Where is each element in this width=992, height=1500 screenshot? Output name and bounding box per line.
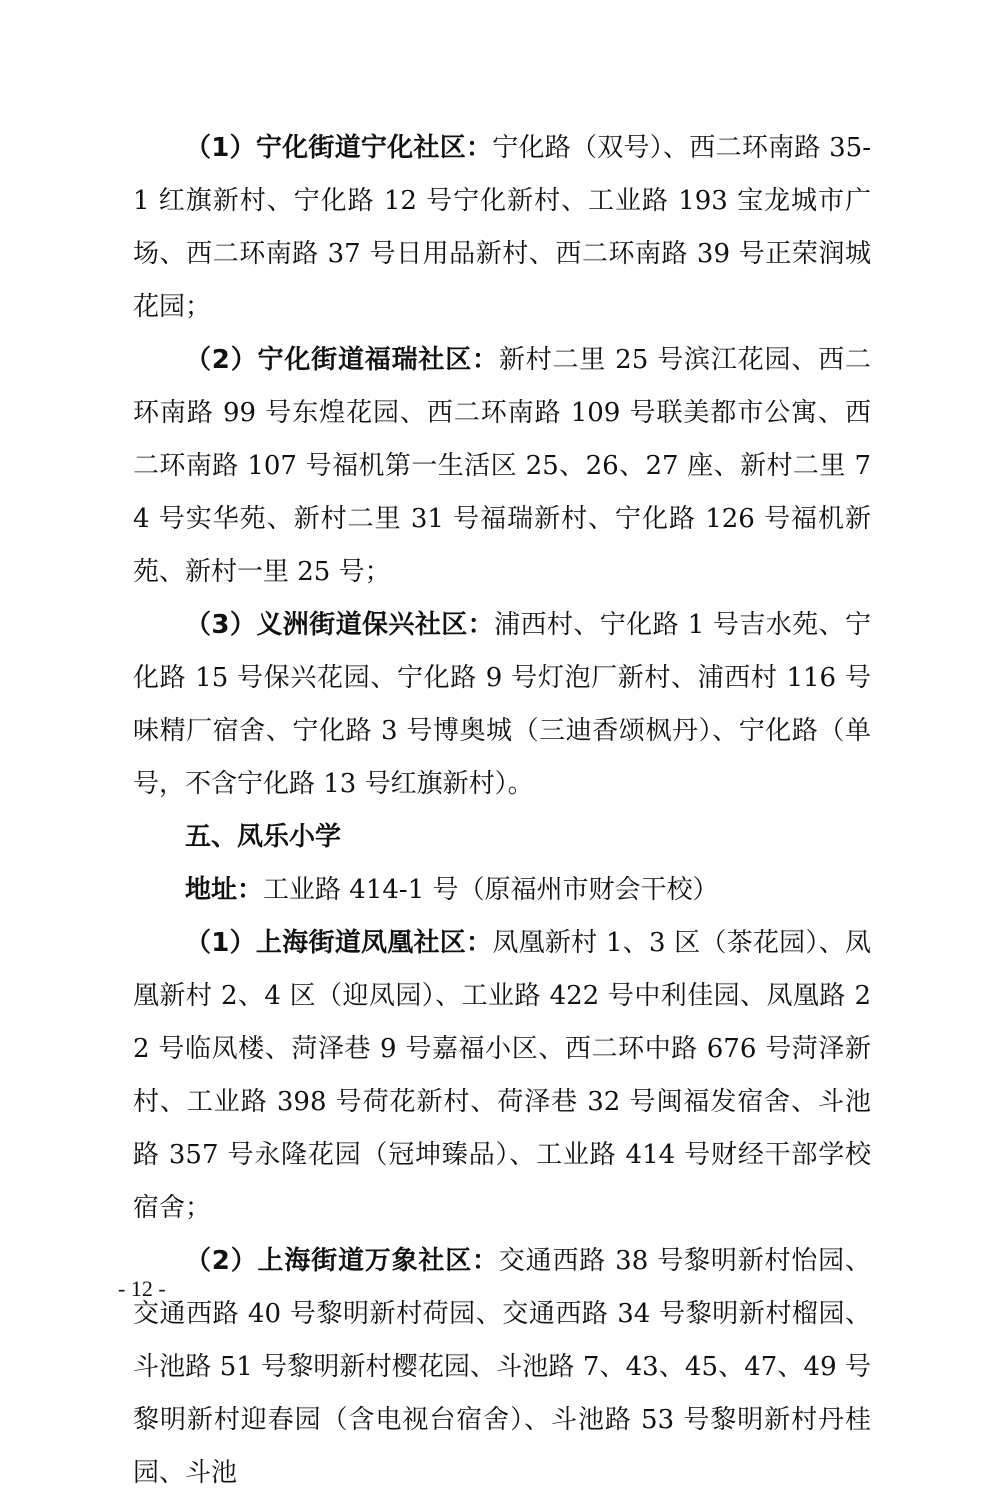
section-heading: 五、凤乐小学: [185, 822, 342, 852]
document-body: [133, 122, 871, 1500]
paragraph-furui-community: [133, 334, 871, 599]
paragraph-wanxiang-community: [133, 1235, 871, 1500]
paragraph-heading: （1）宁化街道宁化社区：: [185, 133, 493, 163]
paragraph-heading: （3）义洲街道保兴社区：: [185, 610, 495, 640]
page-number: - 12 -: [118, 1276, 166, 1301]
paragraph-text: 交通西路 38 号黎明新村怡园、交通西路 40 号黎明新村荷园、交通西路 34 号黎明新村榴园、斗池路 51 号黎明新村樱花园、斗池路 7、43、45、47、49 号黎明新村迎春园（含电视台宿舍）、斗池路 53 号黎明新村丹桂园、斗池: [133, 1246, 871, 1488]
paragraph-text: 宁化路（双号）、西二环南路 35-1 红旗新村、宁化路 12 号宁化新村、工业路 193 宝龙城市广场、西二环南路 37 号日用品新村、西二环南路 39 号正荣润城花园；: [133, 133, 871, 322]
paragraph-ninghua-community: [133, 122, 871, 334]
paragraph-baoxing-community: [133, 599, 871, 811]
paragraph-heading: （1）上海街道凤凰社区：: [185, 928, 493, 958]
section-heading-fengle-school: [133, 811, 871, 864]
paragraph-school-address: [133, 864, 871, 917]
address-label: 地址：: [185, 875, 264, 905]
paragraph-heading: （2）宁化街道福瑞社区：: [185, 345, 499, 375]
paragraph-text: 浦西村、宁化路 1 号吉水苑、宁化路 15 号保兴花园、宁化路 9 号灯泡厂新村、浦西村 116 号味精厂宿舍、宁化路 3 号博奥城（三迪香颂枫丹）、宁化路（单号，不含宁化路 13 号红旗新村）。: [133, 610, 871, 799]
address-text: 工业路 414-1 号（原福州市财会干校）: [263, 875, 719, 905]
paragraph-heading: （2）上海街道万象社区：: [185, 1246, 499, 1276]
paragraph-fenghuang-community: [133, 917, 871, 1235]
paragraph-text: 新村二里 25 号滨江花园、西二环南路 99 号东煌花园、西二环南路 109 号联美都市公寓、西二环南路 107 号福机第一生活区 25、26、27 座、新村二里 74 号实华苑、新村二里 31 号福瑞新村、宁化路 126 号福机新苑、新村一里 25 号；: [133, 345, 871, 587]
paragraph-text: 凤凰新村 1、3 区（茶花园）、凤凰新村 2、4 区（迎凤园）、工业路 422 号中利佳园、凤凰路 22 号临凤楼、菏泽巷 9 号嘉福小区、西二环中路 676 号菏泽新村、工业路 398 号荷花新村、荷泽巷 32 号闽福发宿舍、斗池路 357 号永隆花园（冠坤臻品）、工业路 414 号财经干部学校宿舍；: [133, 928, 871, 1223]
